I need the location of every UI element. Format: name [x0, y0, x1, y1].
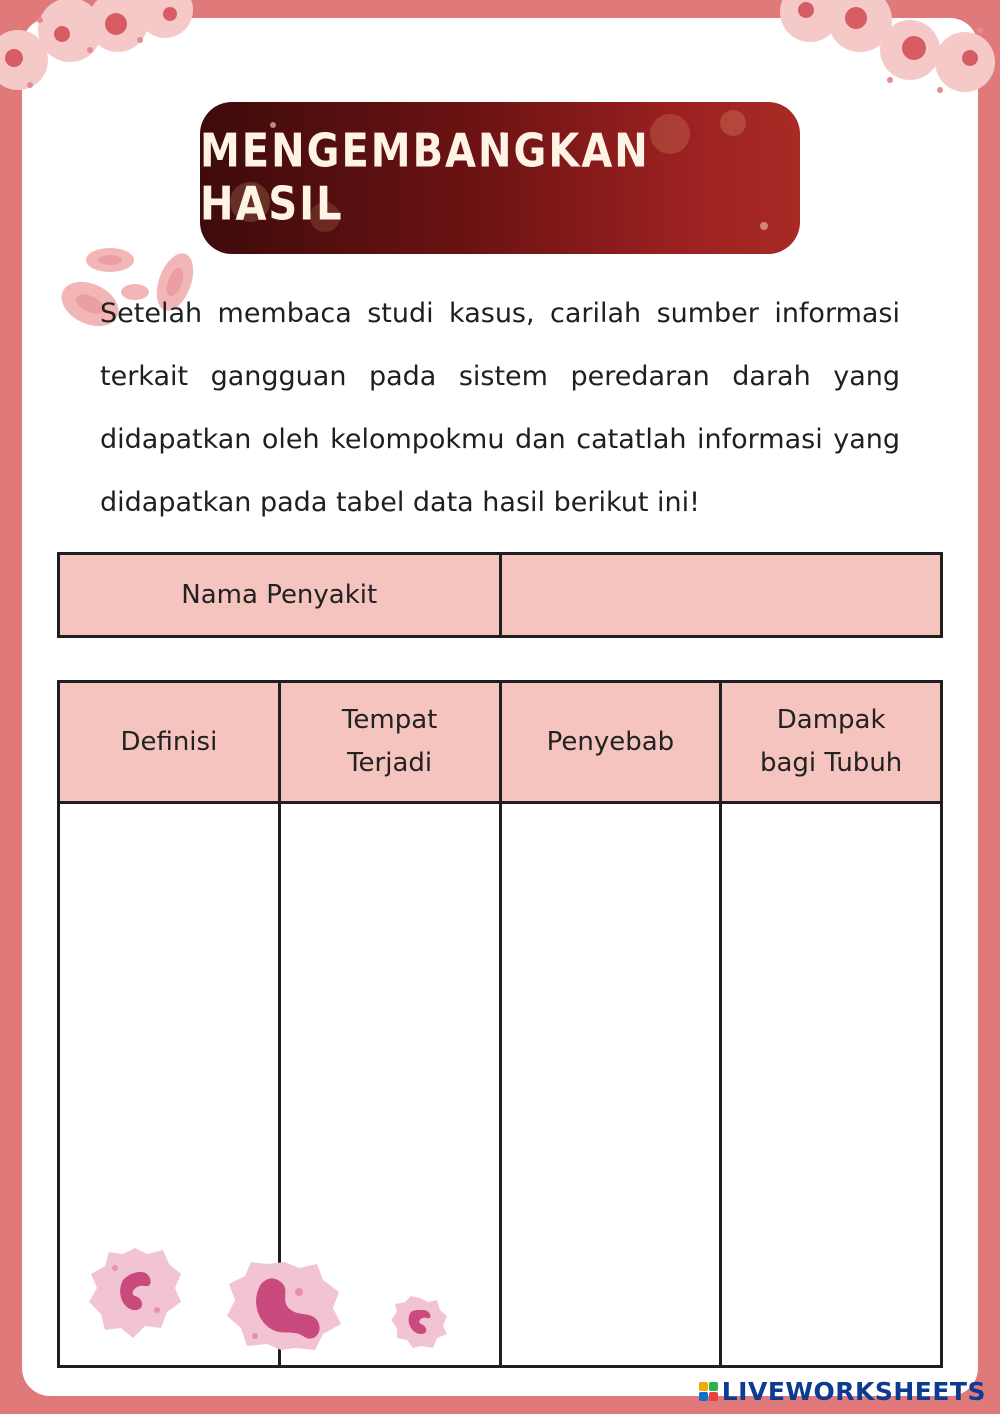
header-tempat-line1: Tempat — [341, 705, 438, 735]
title-banner — [200, 102, 800, 254]
cell-penyebab[interactable] — [500, 803, 721, 1367]
page-title: MENGEMBANGKAN HASIL — [200, 125, 650, 231]
watermark-text: LIVEWORKSHEETS — [721, 1377, 986, 1406]
white-blood-cells-decoration — [85, 1240, 465, 1350]
header-penyebab — [500, 682, 721, 803]
blood-cells-top-right-decoration — [780, 0, 1000, 110]
disease-name-input[interactable] — [500, 554, 942, 637]
disease-name-table — [57, 552, 943, 638]
header-penyebab-line1: Penyebab — [546, 726, 675, 757]
liveworksheets-watermark — [699, 1377, 986, 1406]
header-tempat-terjadi — [279, 682, 500, 803]
instruction-text: Setelah membaca studi kasus, carilah sumber informasi terkait gangguan pada sistem peredaran darah yang didapatkan oleh kelompokmu dan catatlah informasi yang didapatkan pada tabel data hasil berikut ini! — [100, 298, 900, 518]
liveworksheets-logo-icon — [699, 1382, 718, 1401]
blood-cells-top-left-decoration — [0, 0, 210, 110]
disease-name-label: Nama Penyakit — [59, 554, 501, 637]
header-dampak-line2: bagi Tubuh — [759, 748, 903, 778]
header-dampak-line1: Dampak — [776, 705, 886, 735]
header-definisi — [59, 682, 280, 803]
header-definisi-line1: Definisi — [120, 726, 218, 757]
header-tempat-line2: Terjadi — [347, 748, 433, 778]
header-dampak — [721, 682, 942, 803]
cell-dampak[interactable] — [721, 803, 942, 1367]
